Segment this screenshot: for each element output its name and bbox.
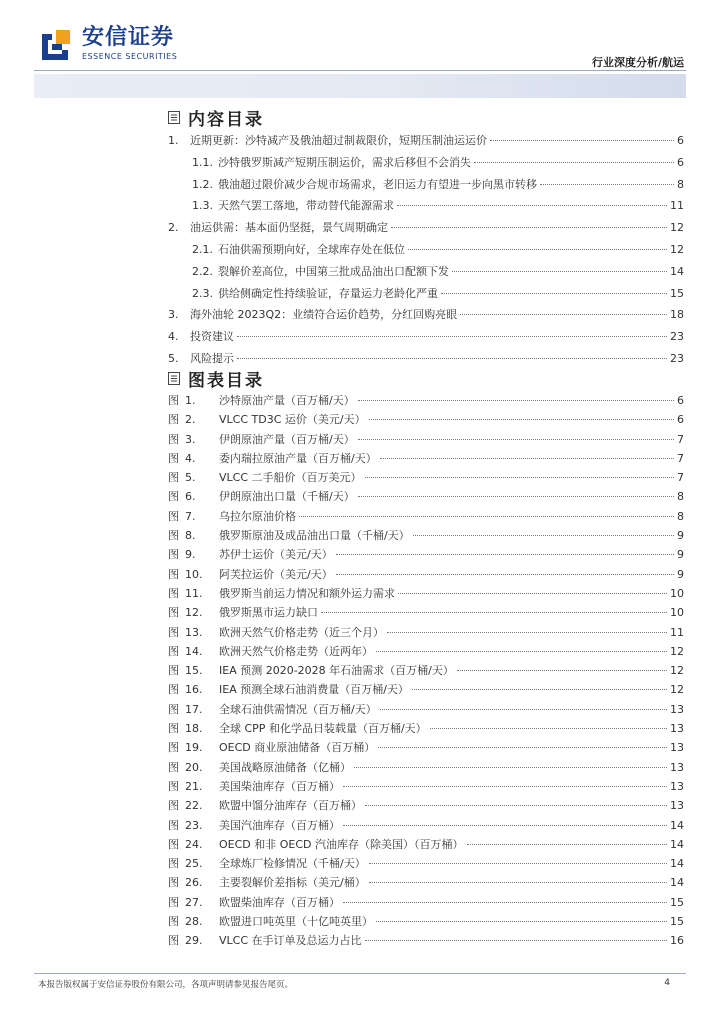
toc-entry[interactable] <box>168 326 684 348</box>
dot-leader <box>376 651 667 652</box>
logo-english-name: ESSENCE SECURITIES <box>82 52 178 61</box>
figure-entry-number: 1. <box>185 394 196 407</box>
dot-leader <box>369 863 667 864</box>
figure-entry[interactable] <box>168 623 684 642</box>
dot-leader <box>343 825 667 826</box>
footer-disclaimer: 本报告版权属于安信证券股份有限公司，各项声明请参见报告尾页。 <box>38 980 294 990</box>
figure-entry-title: OECD 商业原油储备（百万桶） <box>219 741 376 755</box>
figure-entry[interactable] <box>168 816 684 835</box>
toc-entry-page: 12 <box>670 242 684 256</box>
figure-entry-page: 11 <box>670 625 684 639</box>
dot-leader <box>343 902 667 903</box>
dot-leader <box>474 162 674 163</box>
figure-entry-number: 15. <box>185 664 203 678</box>
toc-entry-number: 1.3. <box>192 199 213 213</box>
dot-leader <box>354 767 667 768</box>
figure-entry-page: 8 <box>677 509 684 523</box>
dot-leader <box>358 439 674 440</box>
figure-entry-title: 主要裂解价差指标（美元/桶） <box>219 876 366 890</box>
figure-entry-page: 9 <box>677 567 684 581</box>
figure-entry-prefix: 图 <box>168 895 179 909</box>
figure-entry-prefix: 图 <box>168 722 179 736</box>
figure-entry-title: 阿芙拉运价（美元/天） <box>219 567 333 581</box>
figure-entry-page: 7 <box>677 451 684 465</box>
toc-entry[interactable] <box>168 304 684 326</box>
toc-entry-page: 6 <box>677 155 684 169</box>
figure-entry-page: 16 <box>670 934 684 948</box>
dot-leader <box>336 554 674 555</box>
dot-leader <box>441 293 667 294</box>
figure-entry-number: 14. <box>185 644 203 658</box>
toc-entry-title: 俄油超过限价减少合规市场需求，老旧运力有望进一步向黑市转移 <box>218 177 537 191</box>
figure-entry-prefix: 图 <box>168 915 179 929</box>
figure-entry[interactable] <box>168 777 684 796</box>
figure-entry-page: 8 <box>677 490 684 504</box>
dot-leader <box>457 670 667 671</box>
toc-entry-number: 5. <box>168 351 179 365</box>
toc-entry[interactable] <box>168 239 684 261</box>
figure-entry-number: 24. <box>185 837 203 851</box>
figure-entry-page: 15 <box>670 915 684 929</box>
dot-leader <box>391 227 667 228</box>
dot-leader <box>413 535 674 536</box>
dot-leader <box>380 458 674 459</box>
figure-entry[interactable] <box>168 468 684 487</box>
figure-entry-prefix: 图 <box>168 586 179 600</box>
document-list-icon <box>168 111 180 124</box>
figure-entry-prefix: 图 <box>168 490 179 504</box>
figure-entry-number: 8. <box>185 529 196 543</box>
figure-entry-prefix: 图 <box>168 509 179 523</box>
figure-entry[interactable] <box>168 642 684 661</box>
figure-entry-number: 16. <box>185 683 203 697</box>
figure-entry[interactable] <box>168 487 684 506</box>
figure-entry-page: 13 <box>670 799 684 813</box>
figure-entry[interactable] <box>168 449 684 468</box>
figure-entry-page: 12 <box>670 644 684 658</box>
figure-entry-page: 14 <box>670 876 684 890</box>
dot-leader <box>387 632 667 633</box>
toc-entry[interactable] <box>168 130 684 152</box>
figure-entry[interactable] <box>168 912 684 931</box>
dot-leader <box>378 747 667 748</box>
figure-entry-page: 9 <box>677 548 684 562</box>
figure-entry-title: 委内瑞拉原油产量（百万桶/天） <box>219 451 377 465</box>
figure-entry-number: 26. <box>185 876 203 890</box>
figure-entry-number: 11. <box>185 586 203 600</box>
toc-entry[interactable] <box>168 261 684 283</box>
figure-entry-prefix: 图 <box>168 471 179 485</box>
toc-entry-number: 2. <box>168 221 179 235</box>
dot-leader <box>365 805 667 806</box>
toc-entry-title: 风险提示 <box>190 351 234 365</box>
toc-entry-page: 23 <box>670 330 684 344</box>
figure-entry-number: 3. <box>185 432 196 446</box>
figure-entry-page: 13 <box>670 779 684 793</box>
figure-entry[interactable] <box>168 391 684 410</box>
figure-entry-title: 伊朗原油产量（百万桶/天） <box>219 432 355 446</box>
figure-entry-title: 欧盟进口吨英里（十亿吨英里） <box>219 915 373 929</box>
toc-entry[interactable] <box>168 217 684 239</box>
toc-entry-page: 11 <box>670 199 684 213</box>
figure-entry-number: 22. <box>185 799 203 813</box>
figure-entry-title: 欧洲天然气价格走势（近两年） <box>219 644 373 658</box>
figure-entry-title: VLCC 二手船价（百万美元） <box>219 471 362 485</box>
figure-entry-number: 6. <box>185 490 196 504</box>
figure-entry-title: 全球炼厂检修情况（千桶/天） <box>219 857 366 871</box>
toc-entry-title: 油运供需：基本面仍坚挺，景气周期确定 <box>190 221 388 235</box>
figure-entry-prefix: 图 <box>168 799 179 813</box>
figure-entry-title: 全球石油供需情况（百万桶/天） <box>219 702 377 716</box>
toc-entry-page: 15 <box>670 286 684 300</box>
figure-entry-title: 苏伊士运价（美元/天） <box>219 548 333 562</box>
figure-entry[interactable] <box>168 758 684 777</box>
figure-entry-number: 17. <box>185 702 203 716</box>
figure-entry-prefix: 图 <box>168 683 179 697</box>
figure-entry[interactable] <box>168 661 684 680</box>
figure-entry-prefix: 图 <box>168 606 179 620</box>
figure-entry-page: 9 <box>677 529 684 543</box>
toc-entry-page: 23 <box>670 351 684 365</box>
figures-list <box>168 391 684 951</box>
dot-leader <box>412 689 667 690</box>
figure-entry-prefix: 图 <box>168 529 179 543</box>
toc-entry-number: 1.2. <box>192 177 213 191</box>
figure-entry-number: 27. <box>185 895 203 909</box>
footer-divider <box>34 973 686 974</box>
figure-entry-prefix: 图 <box>168 934 179 948</box>
figure-entry-title: 沙特原油产量（百万桶/天） <box>219 394 355 407</box>
figure-entry-page: 12 <box>670 664 684 678</box>
figure-entry-prefix: 图 <box>168 857 179 871</box>
dot-leader <box>237 336 667 337</box>
toc-title: 内容目录 <box>188 110 264 130</box>
toc-entry-page: 14 <box>670 264 684 278</box>
figure-entry-title: OECD 和非 OECD 汽油库存（除美国）（百万桶） <box>219 837 464 851</box>
dot-leader <box>321 612 667 613</box>
dot-leader <box>380 709 667 710</box>
figure-entry-number: 2. <box>185 413 196 427</box>
page-number: 4 <box>664 978 670 988</box>
figure-entry-page: 10 <box>670 586 684 600</box>
toc-entry-page: 12 <box>670 221 684 235</box>
figure-entry-prefix: 图 <box>168 451 179 465</box>
figure-entry-prefix: 图 <box>168 876 179 890</box>
figure-entry-title: VLCC TD3C 运价（美元/天） <box>219 413 366 427</box>
toc-entry[interactable] <box>168 195 684 217</box>
dot-leader <box>343 786 667 787</box>
figure-entry-title: 伊朗原油出口量（千桶/天） <box>219 490 355 504</box>
figure-entry-page: 13 <box>670 722 684 736</box>
figure-entry[interactable] <box>168 603 684 622</box>
figure-entry-number: 23. <box>185 818 203 832</box>
dot-leader <box>452 271 667 272</box>
toc-entry-number: 2.3. <box>192 286 213 300</box>
toc-heading <box>168 105 264 130</box>
figure-entry-number: 29. <box>185 934 203 948</box>
figure-entry-prefix: 图 <box>168 818 179 832</box>
figure-entry-title: 全球 CPP 和化学品日装载量（百万桶/天） <box>219 722 427 736</box>
toc-list <box>168 130 684 370</box>
figure-entry-number: 10. <box>185 567 203 581</box>
toc-entry-title: 天然气罢工落地，带动替代能源需求 <box>218 199 394 213</box>
toc-entry-title: 沙特俄罗斯减产短期压制运价，需求后移但不会消失 <box>218 155 471 169</box>
toc-entry-number: 4. <box>168 330 179 344</box>
figure-entry-number: 13. <box>185 625 203 639</box>
dot-leader <box>299 516 674 517</box>
toc-entry-title: 近期更新：沙特减产及俄油超过制裁限价，短期压制油运运价 <box>190 134 487 147</box>
figure-entry[interactable] <box>168 873 684 892</box>
toc-entry-title: 石油供需预期向好，全球库存处在低位 <box>218 242 405 256</box>
dot-leader <box>408 249 667 250</box>
figure-entry[interactable] <box>168 893 684 912</box>
dot-leader <box>460 314 667 315</box>
dot-leader <box>540 184 674 185</box>
figure-entry[interactable] <box>168 410 684 429</box>
figure-entry-prefix: 图 <box>168 548 179 562</box>
figure-entry-title: IEA 预测全球石油消费量（百万桶/天） <box>219 683 409 697</box>
figure-entry-number: 7. <box>185 509 196 523</box>
toc-entry[interactable] <box>168 152 684 174</box>
figure-entry-prefix: 图 <box>168 741 179 755</box>
figure-entry[interactable] <box>168 584 684 603</box>
dot-leader <box>358 496 674 497</box>
figure-entry-number: 25. <box>185 857 203 871</box>
dot-leader <box>376 921 667 922</box>
figure-entry[interactable] <box>168 526 684 545</box>
figure-entry-prefix: 图 <box>168 432 179 446</box>
dot-leader <box>365 940 667 941</box>
figure-entry[interactable] <box>168 719 684 738</box>
figure-entry-title: 美国柴油库存（百万桶） <box>219 779 340 793</box>
figure-entry-number: 19. <box>185 741 203 755</box>
figure-entry-title: 欧洲天然气价格走势（近三个月） <box>219 625 384 639</box>
dot-leader <box>369 882 667 883</box>
header-divider <box>34 70 686 71</box>
figure-entry-title: 俄罗斯当前运力情况和额外运力需求 <box>219 586 395 600</box>
figure-entry-page: 10 <box>670 606 684 620</box>
figure-entry-title: 欧盟中馏分油库存（百万桶） <box>219 799 362 813</box>
figure-entry-page: 6 <box>677 394 684 407</box>
toc-entry-number: 1.1. <box>192 155 213 169</box>
figure-entry-number: 20. <box>185 760 203 774</box>
figure-entry-page: 13 <box>670 760 684 774</box>
figure-entry[interactable] <box>168 835 684 854</box>
toc-entry-page: 6 <box>677 134 684 147</box>
figure-entry-page: 12 <box>670 683 684 697</box>
report-category: 行业深度分析/航运 <box>591 56 684 69</box>
figure-entry-prefix: 图 <box>168 413 179 427</box>
dot-leader <box>430 728 667 729</box>
figure-entry-number: 18. <box>185 722 203 736</box>
figures-heading <box>168 366 264 391</box>
figure-entry-page: 14 <box>670 857 684 871</box>
figure-entry-page: 14 <box>670 818 684 832</box>
figure-entry[interactable] <box>168 738 684 757</box>
header-band <box>34 74 686 98</box>
figure-entry[interactable] <box>168 507 684 526</box>
toc-entry-title: 裂解价差高位，中国第三批成品油出口配额下发 <box>218 264 449 278</box>
figure-entry-page: 13 <box>670 741 684 755</box>
company-logo <box>38 26 177 62</box>
figure-entry-prefix: 图 <box>168 702 179 716</box>
figure-entry-title: 美国战略原油储备（亿桶） <box>219 760 351 774</box>
toc-entry-page: 18 <box>670 308 684 322</box>
dot-leader <box>358 400 674 401</box>
figure-entry-page: 14 <box>670 837 684 851</box>
figure-entry-title: 俄罗斯原油及成品油出口量（千桶/天） <box>219 529 410 543</box>
figure-entry-title: VLCC 在手订单及总运力占比 <box>219 934 362 948</box>
figure-entry-number: 21. <box>185 779 203 793</box>
figure-entry-prefix: 图 <box>168 625 179 639</box>
figure-entry-title: 美国汽油库存（百万桶） <box>219 818 340 832</box>
essence-logo-icon <box>38 26 74 62</box>
figure-entry-number: 9. <box>185 548 196 562</box>
figure-entry-prefix: 图 <box>168 664 179 678</box>
figure-entry-prefix: 图 <box>168 644 179 658</box>
toc-entry-number: 1. <box>168 134 179 147</box>
figure-entry-page: 7 <box>677 432 684 446</box>
figures-title: 图表目录 <box>188 371 264 391</box>
figure-entry-prefix: 图 <box>168 779 179 793</box>
figure-entry-page: 15 <box>670 895 684 909</box>
dot-leader <box>467 844 667 845</box>
dot-leader <box>237 358 667 359</box>
figure-entry[interactable] <box>168 700 684 719</box>
figure-entry[interactable] <box>168 565 684 584</box>
figure-entry-prefix: 图 <box>168 394 179 407</box>
figure-entry-page: 7 <box>677 471 684 485</box>
dot-leader <box>490 140 674 141</box>
figure-entry-number: 5. <box>185 471 196 485</box>
toc-entry-number: 2.2. <box>192 264 213 278</box>
figure-entry-number: 28. <box>185 915 203 929</box>
dot-leader <box>336 574 674 575</box>
figure-entry-title: 乌拉尔原油价格 <box>219 509 296 523</box>
figure-entry[interactable] <box>168 854 684 873</box>
figure-entry-title: 俄罗斯黑市运力缺口 <box>219 606 318 620</box>
figure-entry[interactable] <box>168 796 684 815</box>
toc-entry-number: 2.1. <box>192 242 213 256</box>
figure-entry-number: 12. <box>185 606 203 620</box>
figure-entry[interactable] <box>168 931 684 950</box>
document-list-icon <box>168 372 180 385</box>
figure-entry[interactable] <box>168 680 684 699</box>
toc-entry[interactable] <box>168 174 684 196</box>
toc-entry-number: 3. <box>168 308 179 322</box>
figure-entry[interactable] <box>168 545 684 564</box>
figure-entry-title: 欧盟柴油库存（百万桶） <box>219 895 340 909</box>
toc-entry-page: 8 <box>677 177 684 191</box>
page-header <box>0 0 724 100</box>
toc-entry[interactable] <box>168 283 684 305</box>
dot-leader <box>398 593 667 594</box>
figure-entry-page: 13 <box>670 702 684 716</box>
figure-entry-number: 4. <box>185 451 196 465</box>
dot-leader <box>369 419 674 420</box>
toc-entry-title: 海外油轮 2023Q2：业绩符合运价趋势，分红回购亮眼 <box>190 308 458 322</box>
figure-entry-page: 6 <box>677 413 684 427</box>
logo-chinese-name: 安信证券 <box>82 25 175 50</box>
dot-leader <box>365 477 674 478</box>
figure-entry-prefix: 图 <box>168 567 179 581</box>
toc-entry-title: 投资建议 <box>190 330 234 344</box>
figure-entry[interactable] <box>168 430 684 449</box>
figure-entry-title: IEA 预测 2020-2028 年石油需求（百万桶/天） <box>219 664 454 678</box>
dot-leader <box>397 205 667 206</box>
figure-entry-prefix: 图 <box>168 760 179 774</box>
figure-entry-prefix: 图 <box>168 837 179 851</box>
toc-entry-title: 供给侧确定性持续验证，存量运力老龄化严重 <box>218 286 438 300</box>
